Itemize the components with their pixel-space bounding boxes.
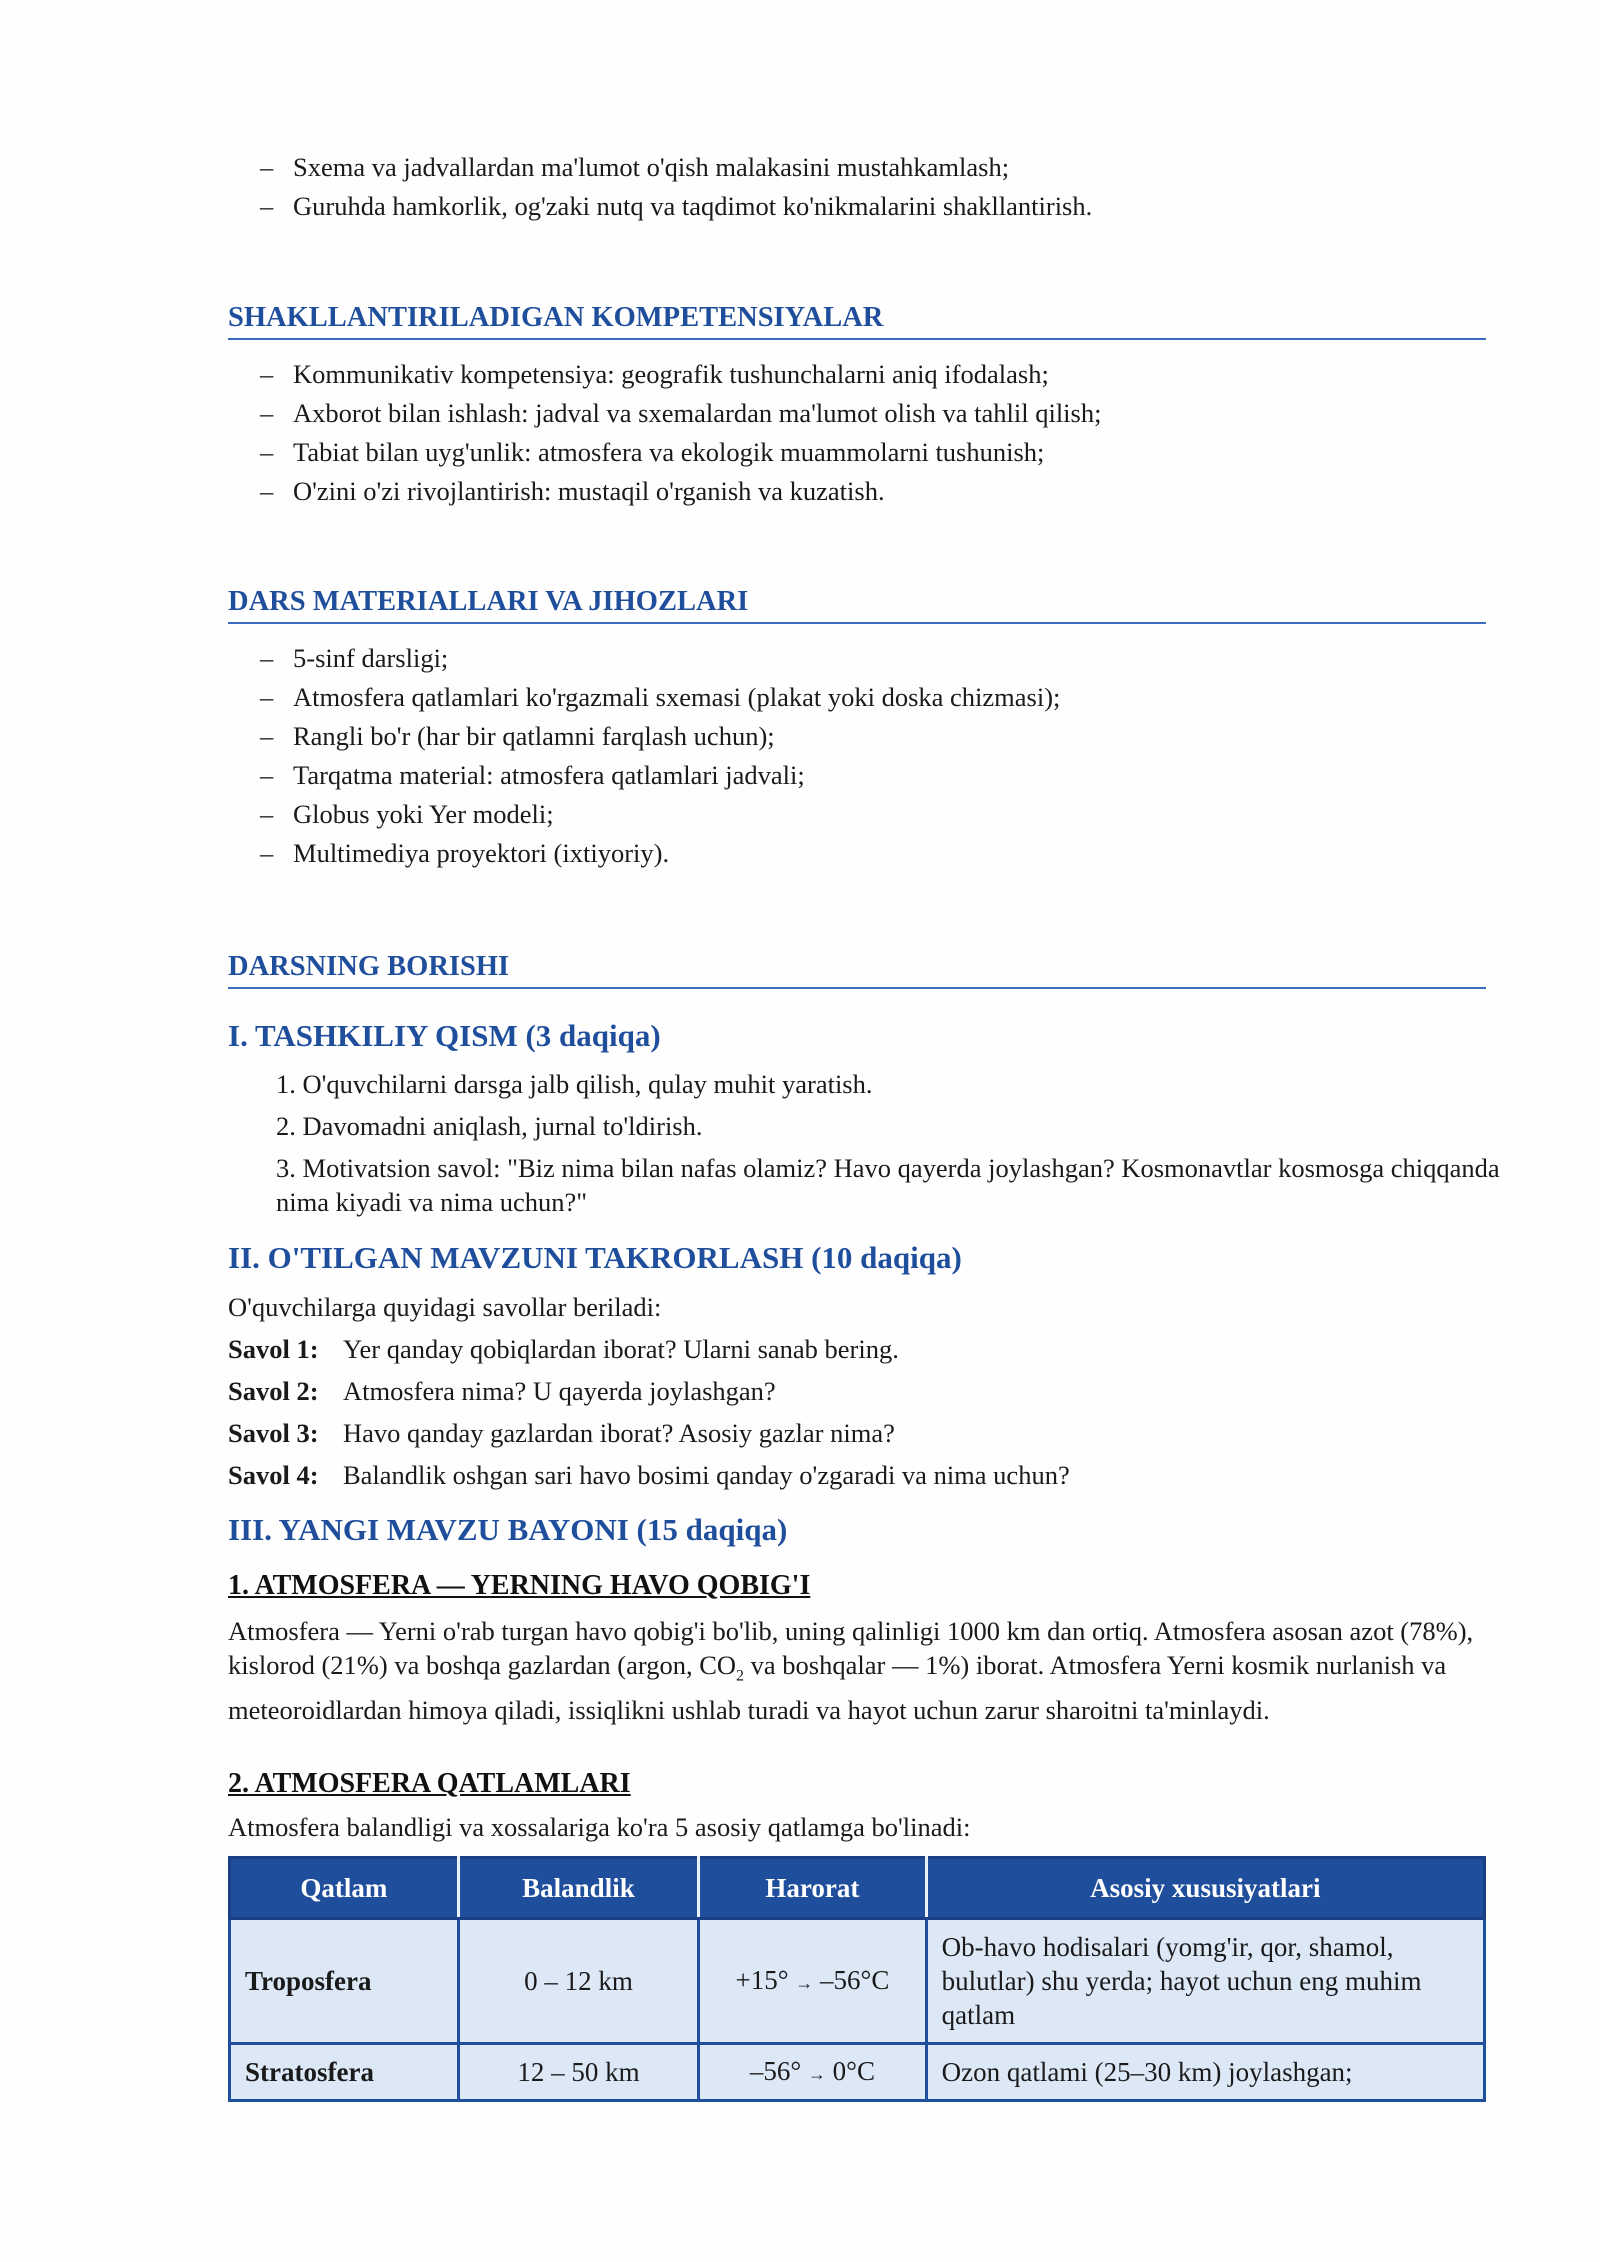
part1-list — [228, 1067, 1534, 1227]
list-item: 2. Davomadni aniqlash, jurnal to'ldirish. — [276, 1111, 703, 1141]
questions-list — [228, 1328, 1486, 1496]
layer-description: Ozon qatlami (25–30 km) joylashgan; — [926, 2044, 1484, 2101]
list-item: – Axborot bilan ishlash: jadval va sxemalardan ma'lumot olish va tahlil qilish; — [260, 398, 1102, 428]
list-item: – Rangli bo'r (har bir qatlamni farqlash uchun); — [260, 721, 775, 751]
list-item: – Tarqatma material: atmosfera qatlamlari jadvali; — [260, 760, 805, 790]
subsection-title-atmosphere: 1. ATMOSFERA — YERNING HAVO QOBIG'I — [228, 1570, 811, 1601]
layer-name: Stratosfera — [230, 2044, 459, 2101]
layer-name: Troposfera — [230, 1919, 459, 2044]
section-title-materials: DARS MATERIALLARI VA JIHOZLARI — [228, 586, 1486, 624]
materials-list — [228, 639, 1518, 873]
layer-temperature: –56° → 0°C — [699, 2044, 926, 2101]
list-item: – Atmosfera qatlamlari ko'rgazmali sxemasi (plakat yoki doska chizmasi); — [260, 682, 1061, 712]
part3-title: III. YANGI MAVZU BAYONI (15 daqiqa) — [228, 1512, 788, 1547]
column-header: Harorat — [699, 1858, 926, 1919]
competencies-list — [228, 355, 1518, 511]
table-row — [230, 2044, 1485, 2101]
layer-height: 12 – 50 km — [458, 2044, 698, 2101]
list-item: 1. O'quvchilarni darsga jalb qilish, qulay muhit yaratish. — [276, 1069, 873, 1099]
list-item: – Tabiat bilan uyg'unlik: atmosfera va ekologik muammolarni tushunish; — [260, 437, 1045, 467]
section-title-competencies: SHAKLLANTIRILADIGAN KOMPETENSIYALAR — [228, 302, 1486, 340]
question-row: Savol 3: Havo qanday gazlardan iborat? Asosiy gazlar nima? — [228, 1418, 895, 1448]
question-row: Savol 2: Atmosfera nima? U qayerda joylashgan? — [228, 1376, 776, 1406]
part1-title: I. TASHKILIY QISM (3 daqiqa) — [228, 1018, 661, 1053]
column-header: Asosiy xususiyatlari — [926, 1858, 1484, 1919]
layer-description: Ob-havo hodisalari (yomg'ir, qor, shamol, bulutlar) shu yerda; hayot uchun eng muhim qatlam — [926, 1919, 1484, 2044]
list-item: – O'zini o'zi rivojlantirish: mustaqil o'rganish va kuzatish. — [260, 476, 885, 506]
list-item: – Kommunikativ kompetensiya: geografik tushunchalarni aniq ifodalash; — [260, 359, 1049, 389]
list-item: – Multimediya proyektori (ixtiyoriy). — [260, 838, 670, 868]
list-item: – Globus yoki Yer modeli; — [260, 799, 554, 829]
atmosphere-paragraph: Atmosfera — Yerni o'rab turgan havo qobig'i bo'lib, uning qalinligi 1000 km dan ortiq. Atmosfera asosan azot (78%), kislorod (21%) va boshqa gazlardan (argon, $CO_2$ va boshqalar — 1%) iborat. Atmosfera Yerni kosmik nurlanish va meteoroidlardan himoya qiladi, issiqlikni ushlab turadi va hayot uchun zarur sharoitni ta'minlaydi. — [228, 1616, 1474, 1726]
list-item: – Sxema va jadvallardan ma'lumot o'qish malakasini mustahkamlash; — [260, 152, 1010, 182]
column-header: Qatlam — [230, 1858, 459, 1919]
layer-temperature: +15° → –56°C — [699, 1919, 926, 2044]
list-item: – Guruhda hamkorlik, og'zaki nutq va taqdimot ko'nikmalarini shakllantirish. — [260, 191, 1093, 221]
question-row: Savol 1: Yer qanday qobiqlardan iborat? Ularni sanab bering. — [228, 1334, 899, 1364]
question-row: Savol 4: Balandlik oshgan sari havo bosimi qanday o'zgaradi va nima uchun? — [228, 1460, 1070, 1490]
list-item: 3. Motivatsion savol: "Biz nima bilan nafas olamiz? Havo qayerda joylashgan? Kosmonavtlar kosmosga chiqqanda nima kiyadi va nima uchun?" — [276, 1153, 1500, 1217]
layers-intro: Atmosfera balandligi va xossalariga ko'ra 5 asosiy qatlamga bo'linadi: — [228, 1812, 971, 1842]
table-row — [230, 1919, 1485, 2044]
layers-table — [228, 1856, 1486, 2102]
section-title-lesson: DARSNING BORISHI — [228, 951, 1486, 989]
arrow-icon: → — [807, 2063, 826, 2084]
part2-intro: O'quvchilarga quyidagi savollar beriladi: — [228, 1292, 662, 1322]
arrow-icon: → — [795, 1972, 814, 1993]
list-item: – 5-sinf darsligi; — [260, 643, 449, 673]
part2-title: II. O'TILGAN MAVZUNI TAKRORLASH (10 daqiqa) — [228, 1240, 962, 1275]
table-header-row — [230, 1858, 1485, 1919]
intro-list — [228, 148, 1518, 226]
subsection-title-layers: 2. ATMOSFERA QATLAMLARI — [228, 1768, 631, 1799]
layer-height: 0 – 12 km — [458, 1919, 698, 2044]
column-header: Balandlik — [458, 1858, 698, 1919]
